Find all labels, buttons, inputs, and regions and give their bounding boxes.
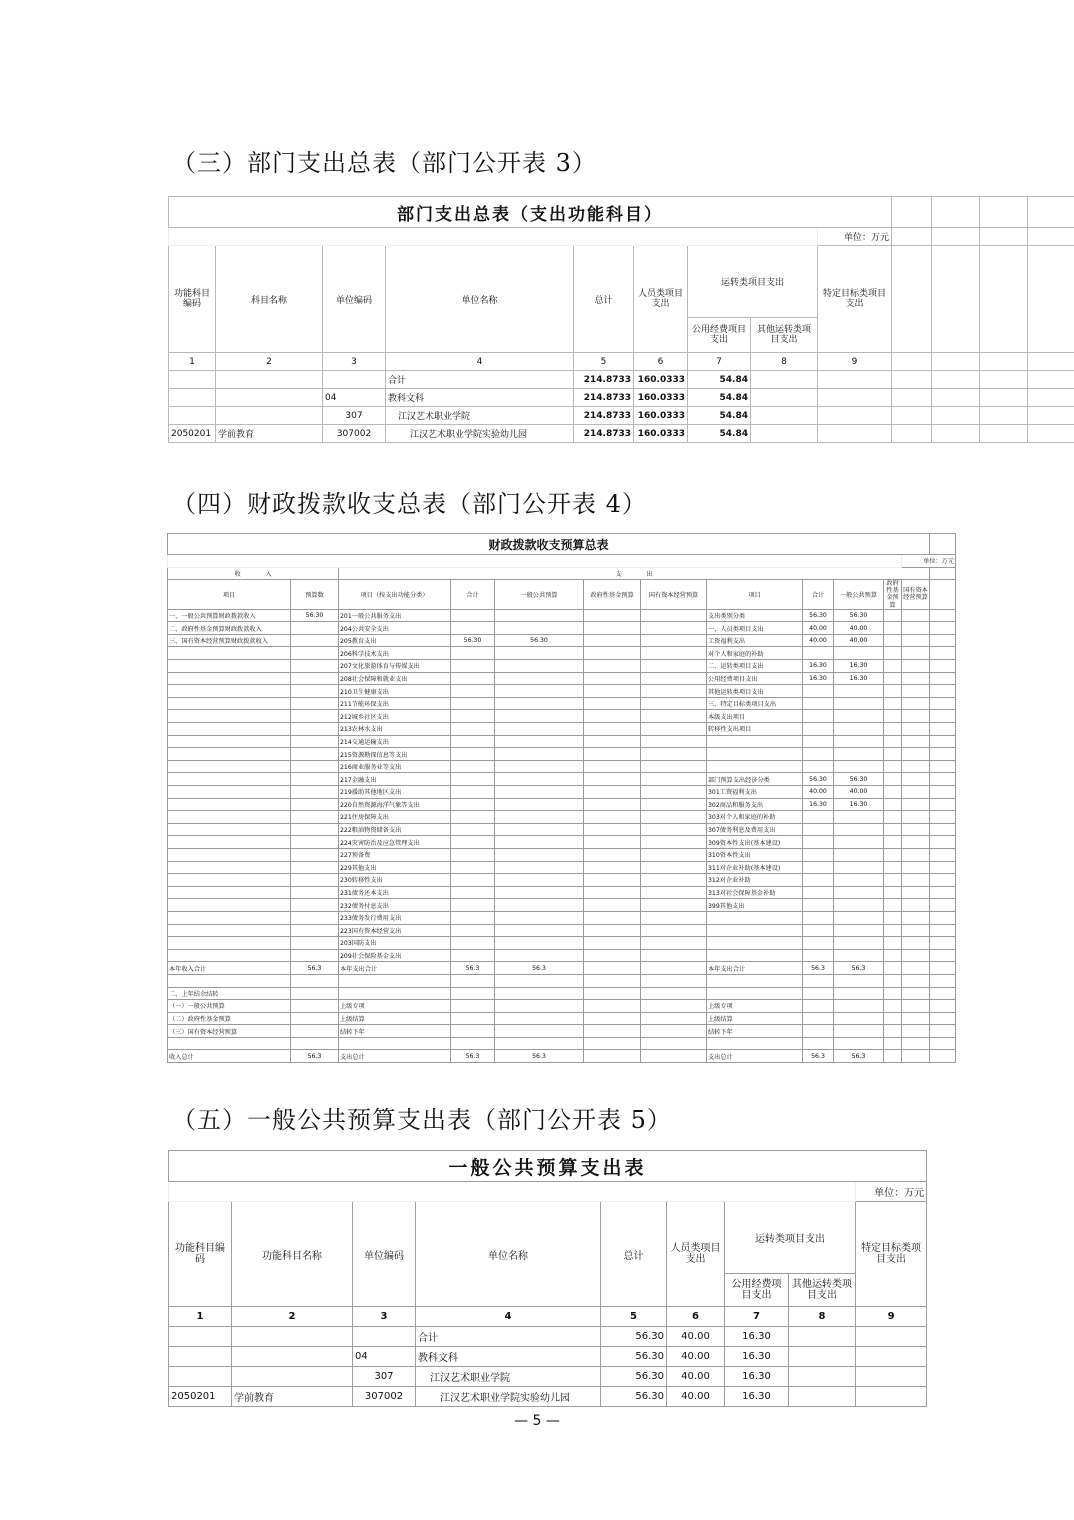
table-row: 208社会保障和就业支出 公用经费项目支出 16.30 16.30: [168, 672, 956, 685]
table-row: 213农林水支出 转移性支出项目: [168, 723, 956, 736]
table-row: （一）一般公共预算 上级专项 上级专项: [168, 1000, 956, 1013]
table-row: 收入总计 56.3 支出总计 56.3 56.3 支出总计 56.3 56.3: [168, 1050, 956, 1063]
table5-unit: 单位：万元: [856, 1182, 927, 1202]
t3-header-special: 特定目标类项目支出: [818, 246, 892, 353]
t3-header-other: 其他运转类项目支出: [751, 318, 818, 353]
t5-header-name: 功能科目名称: [232, 1202, 353, 1307]
table4-unit: 单位：万元: [902, 555, 956, 568]
table3-title: 部门支出总表（支出功能科目）: [169, 197, 892, 228]
table-row: 04 教科文科 56.30 40.00 16.30: [169, 1347, 927, 1367]
table-row: 三、国有资本经营预算财政拨款收入 205教育支出 56.30 56.30 工资福利支出 40.00 40.00: [168, 634, 956, 647]
table-row: 217金融支出 部门预算支出经济分类 56.30 56.30: [168, 773, 956, 786]
fiscal-appropriation-table: [167, 533, 956, 1063]
table-row: 210卫生健康支出 其他运转类项目支出: [168, 685, 956, 698]
table-row: 04 教科文科 214.8733 160.0333 54.84: [169, 389, 1074, 407]
table-row: 227预备费 310资本性支出: [168, 848, 956, 861]
table-row: 207文化旅游体育与传媒支出 二、运转类项目支出 16.30 16.30: [168, 660, 956, 673]
table-row: 2050201 学前教育 307002 江汉艺术职业学院实验幼儿园 214.8733 160.0333 54.84: [169, 425, 1074, 443]
table-row: 212城乡社区支出 本级支出项目: [168, 710, 956, 723]
section-heading-4: （四）财政拨款收支总表（部门公开表 4）: [172, 490, 647, 518]
table-row: 233债务发行费用支出: [168, 911, 956, 924]
table-row: 215资源勘探信息等支出: [168, 748, 956, 761]
t3-header-unit-code: 单位编码: [323, 246, 386, 353]
table4-title: 财政拨款收支预算总表: [168, 534, 930, 555]
table-row: 223国有资本经营支出: [168, 924, 956, 937]
department-expenditure-table: [168, 196, 1074, 443]
general-budget-expenditure-table: [168, 1150, 927, 1407]
t3-header-public: 公用经费项目支出: [688, 318, 751, 353]
t4-expense-label: 支 出: [339, 567, 930, 580]
table-row: 二、政府性基金预算财政拨款收入 204公共安全支出 一、人员类项目支出 40.00 40.00: [168, 622, 956, 635]
table-row: 307 江汉艺术职业学院 56.30 40.00 16.30: [169, 1367, 927, 1387]
t5-header-unit-code: 单位编码: [353, 1202, 416, 1307]
table-row: 229其他支出 311对企业补助(基本建设): [168, 861, 956, 874]
t5-header-other: 其他运转类项目支出: [789, 1274, 856, 1307]
table-row: 220自然资源海洋气象等支出 302商品和服务支出 16.30 16.30: [168, 798, 956, 811]
table-row: （三）国有资本经营预算 结转下年 结转下年: [168, 1025, 956, 1038]
table-row: 214交通运输支出: [168, 735, 956, 748]
table3-unit: 单位：万元: [818, 228, 892, 246]
table-row: 合计 56.30 40.00 16.30: [169, 1327, 927, 1347]
table-row: [168, 974, 956, 987]
table-row: 230转移性支出 312对企业补助: [168, 874, 956, 887]
table-row: 一、一般公共预算财政拨款收入 56.30 201一般公共服务支出 支出类别分类 56.30 56.30: [168, 609, 956, 622]
t5-number-row: 1 2 3 4 5 6 7 8 9: [169, 1307, 927, 1327]
t4-income-label: 收 入: [168, 567, 339, 580]
table-row: 221住房保障支出 303对个人和家庭的补助: [168, 811, 956, 824]
t3-header-total: 总计: [574, 246, 634, 353]
section-heading-5: （五）一般公共预算支出表（部门公开表 5）: [172, 1106, 672, 1134]
table-row: 219援助其他地区支出 301工资福利支出 40.00 40.00: [168, 786, 956, 799]
table-row: 206科学技术支出 对个人和家庭的补助: [168, 647, 956, 660]
t5-header-special: 特定目标类项目支出: [856, 1202, 927, 1307]
table-row: 209社会保险基金支出: [168, 949, 956, 962]
table-row: （二）政府性基金预算 上级结算 上级结算: [168, 1012, 956, 1025]
t5-header-transfer: 运转类项目支出: [725, 1202, 856, 1274]
t5-header-code: 功能科目编码: [169, 1202, 232, 1307]
table-row: 合计 214.8733 160.0333 54.84: [169, 371, 1074, 389]
t3-header-personnel: 人员类项目支出: [634, 246, 688, 353]
t3-number-row: 1 2 3 4 5 6 7 8 9: [169, 353, 1074, 371]
table-row: 232债务付息支出 399其他支出: [168, 899, 956, 912]
table-row: 307 江汉艺术职业学院 214.8733 160.0333 54.84: [169, 407, 1074, 425]
t3-header-name: 科目名称: [216, 246, 323, 353]
section-heading-3: （三）部门支出总表（部门公开表 3）: [172, 149, 597, 177]
t5-header-total: 总计: [601, 1202, 667, 1307]
t4-header-row: 项目 预算数 项目（按支出功能分类） 合计 一般公共预算 政府性基金预算 国有资本经营预算 项目 合计 一般公共预算 政府性基金预算 国有资本经营预算: [168, 580, 956, 610]
t3-header-unit-name: 单位名称: [386, 246, 574, 353]
table-row: 本年收入合计 56.3 本年支出合计 56.3 56.3 本年支出合计 56.3 56.3: [168, 962, 956, 975]
table-row: 二、上年结余结转: [168, 987, 956, 1000]
t5-header-public: 公用经费项目支出: [725, 1274, 789, 1307]
table-row: 222粮油物资储备支出 307债务利息及费用支出: [168, 823, 956, 836]
table-row: 2050201 学前教育 307002 江汉艺术职业学院实验幼儿园 56.30 40.00 16.30: [169, 1387, 927, 1407]
t3-header-code: 功能科目编码: [169, 246, 216, 353]
table-row: 203国防支出: [168, 937, 956, 950]
table-row: 216商业服务业等支出: [168, 760, 956, 773]
table-row: 224灾害防治及应急管理支出 309资本性支出(基本建设): [168, 836, 956, 849]
page-number: — 5 —: [514, 1413, 560, 1429]
table-row: 211节能环保支出 三、特定目标类项目支出: [168, 697, 956, 710]
table-row: [168, 1037, 956, 1050]
t3-header-transfer: 运转类项目支出: [688, 246, 818, 318]
table5-title: 一般公共预算支出表: [169, 1151, 927, 1182]
t5-header-unit-name: 单位名称: [416, 1202, 601, 1307]
table-row: 231债务还本支出 313对社会保障基金补助: [168, 886, 956, 899]
t5-header-personnel: 人员类项目支出: [667, 1202, 725, 1307]
